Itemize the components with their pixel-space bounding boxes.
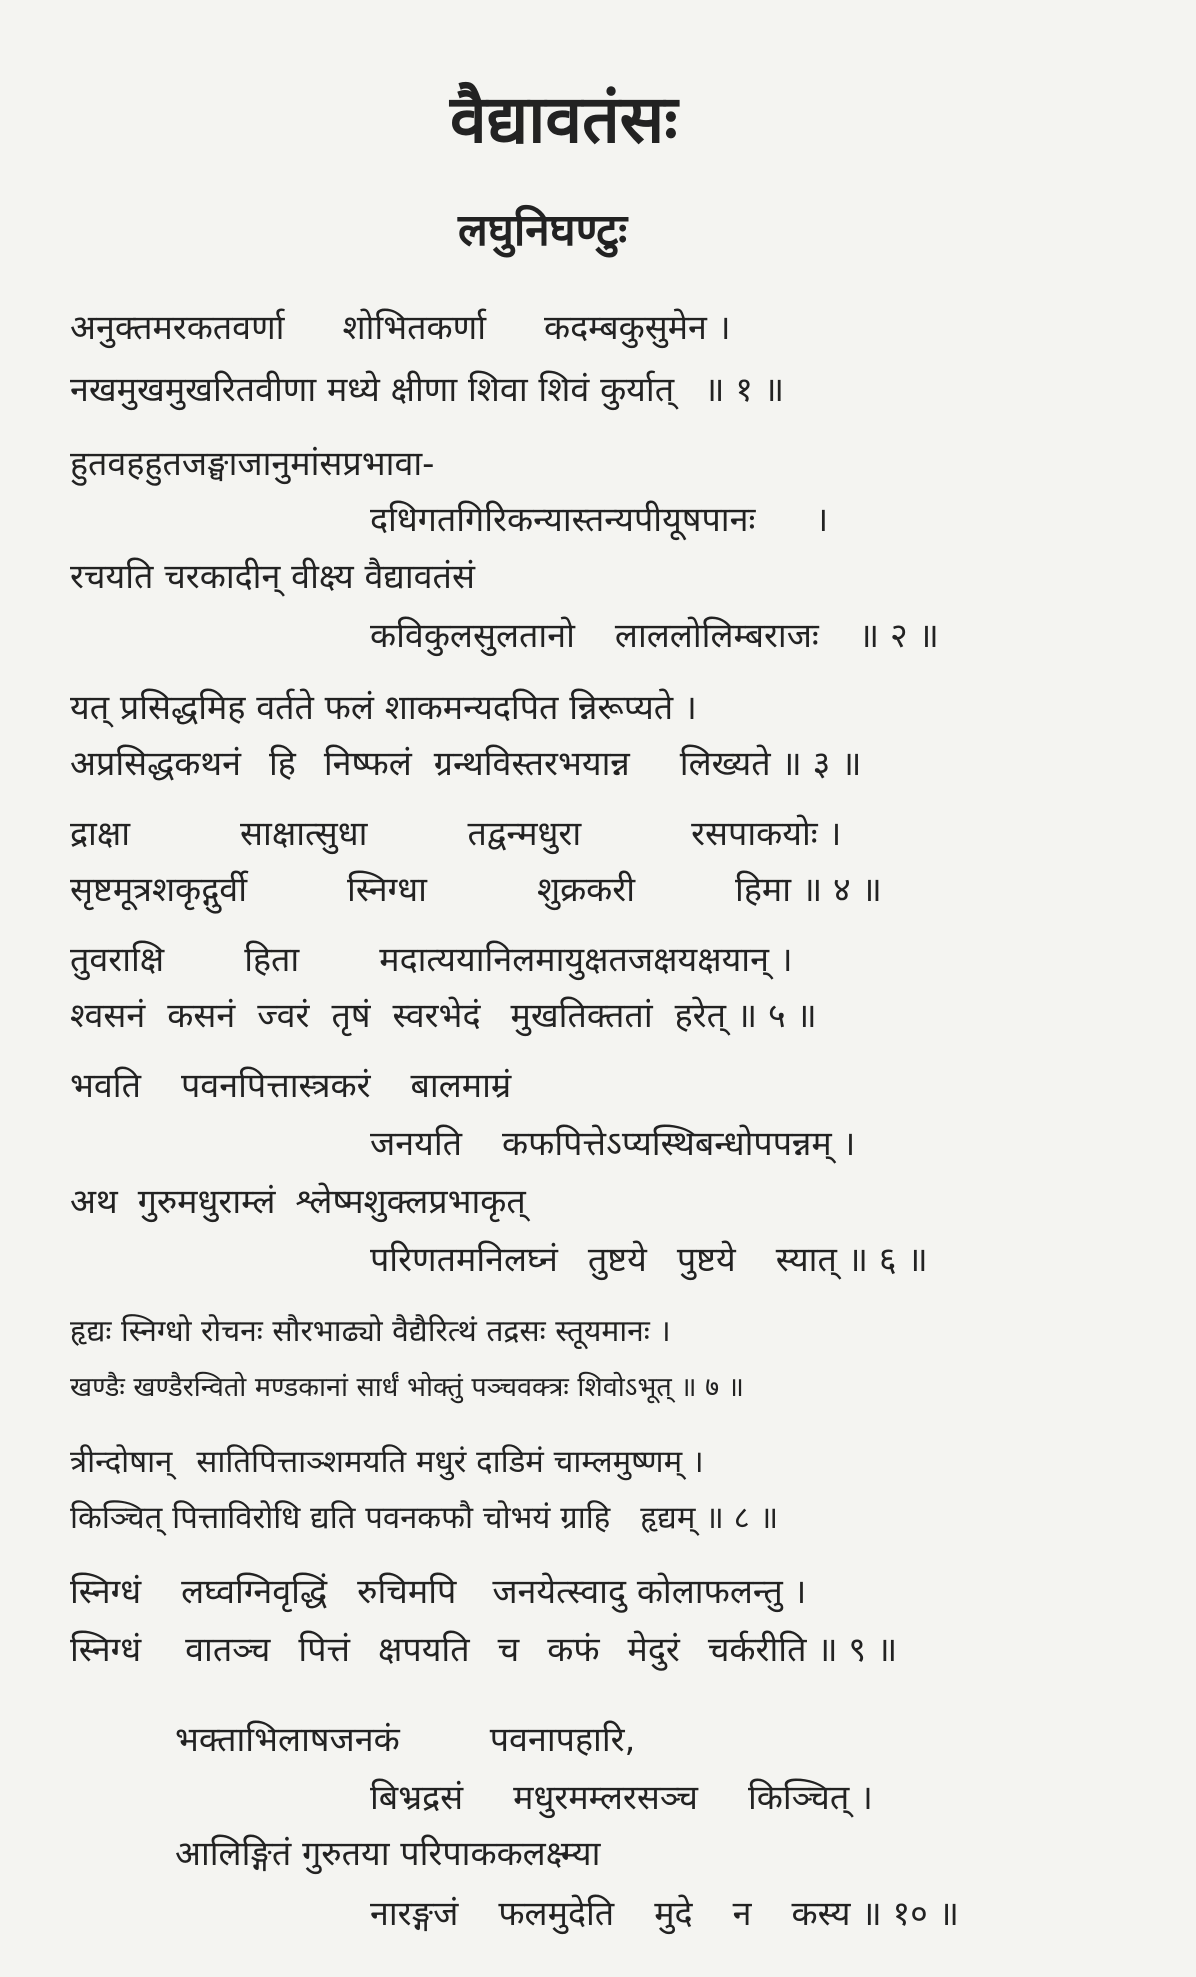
page-title: वैद्यावतंसः <box>450 81 678 158</box>
verse-6-line-3: अथ गुरुमधुराम्लं श्लेष्मशुक्लप्रभाकृत् <box>70 1182 526 1222</box>
verse-10-line-3: आलिङ्गितं गुरुतया परिपाककलक्ष्म्या <box>175 1834 601 1874</box>
verse-7-line-2: खण्डैः खण्डैरन्वितो मण्डकानां सार्धं भोक्तुं पञ्चवक्त्रः शिवोऽभूत् ॥ ७ ॥ <box>70 1372 744 1403</box>
verse-8-line-2: किञ्चित् पित्ताविरोधि द्यति पवनकफौ चोभयं ग्राहि हृद्यम् ॥ ८ ॥ <box>70 1500 779 1536</box>
verse-10-line-4: नारङ्गजं फलमुदेति मुदे न कस्य ॥ १० ॥ <box>370 1894 960 1934</box>
verse-3-line-2: अप्रसिद्धकथनं हि निष्फलं ग्रन्थविस्तरभयान्न लिख्यते ॥ ३ ॥ <box>70 744 862 784</box>
verse-4-line-1: द्राक्षा साक्षात्सुधा तद्वन्मधुरा रसपाकयोः । <box>70 814 842 854</box>
verse-6-line-1: भवति पवनपित्तास्त्रकरं बालमाम्रं <box>70 1066 512 1106</box>
verse-number: ॥ १ ॥ <box>704 370 785 410</box>
verse-9-line-2: स्निग्धं वातञ्च पित्तं क्षपयति च कफं मेदुरं चर्करीति ॥ ९ ॥ <box>70 1630 898 1670</box>
verse-number: ॥ २ ॥ <box>858 616 939 656</box>
verse-1-line-1: अनुक्तमरकतवर्णा शोभितकर्णा कदम्बकुसुमेन । <box>70 308 731 348</box>
verse-10-line-1: भक्ताभिलाषजनकं पवनापहारि, <box>175 1720 636 1760</box>
verse-2-line-3: रचयति चरकादीन् वीक्ष्य वैद्यावतंसं <box>70 557 475 597</box>
verse-2-line-4: कविकुलसुलतानो लाललोलिम्बराजः ॥ २ ॥ <box>370 616 939 656</box>
verse-6-line-2: जनयति कफपित्तेऽप्यस्थिबन्धोपपन्नम् । <box>370 1124 856 1164</box>
verse-6-line-4: परिणतमनिलघ्नं तुष्टये पुष्टये स्यात् ॥ ६ ॥ <box>370 1240 928 1280</box>
verse-3-line-1: यत् प्रसिद्धमिह वर्तते फलं शाकमन्यदपित न्निरूप्यते । <box>70 688 697 728</box>
verse-1-line-2: नखमुखमुखरितवीणा मध्ये क्षीणा शिवा शिवं कुर्यात् ॥ १ ॥ <box>70 370 785 410</box>
verse-8-line-1: त्रीन्दोषान् सातिपित्ताञ्शमयति मधुरं दाडिमं चाम्लमुष्णम् । <box>70 1444 704 1480</box>
verse-10-line-2: बिभ्रद्रसं मधुरमम्लरसञ्च किञ्चित् । <box>370 1778 873 1818</box>
verse-2-line-2: दधिगतगिरिकन्यास्तन्यपीयूषपानः । <box>370 500 829 540</box>
verse-5-line-2: श्वसनं कसनं ज्वरं तृषं स्वरभेदं मुखतिक्ततां हरेत् ॥ ५ ॥ <box>70 996 817 1036</box>
verse-2-line-1: हुतवहहुतजङ्घाजानुमांसप्रभावा- <box>70 444 435 484</box>
verse-9-line-1: स्निग्धं लघ्वग्निवृद्धिं रुचिमपि जनयेत्स्वादु कोलाफलन्तु । <box>70 1572 807 1612</box>
verse-5-line-1: तुवराक्षि हिता मदात्ययानिलमायुक्षतजक्षयक्षयान् । <box>70 940 793 980</box>
verse-7-line-1: हृद्यः स्निग्धो रोचनः सौरभाढ्यो वैद्यैरित्थं तद्रसः स्तूयमानः । <box>70 1314 671 1349</box>
page-subtitle: लघुनिघण्टुः <box>458 205 628 256</box>
verse-4-line-2: सृष्टमूत्रशकृद्गुर्वी स्निग्धा शुक्रकरी हिमा ॥ ४ ॥ <box>70 870 882 910</box>
